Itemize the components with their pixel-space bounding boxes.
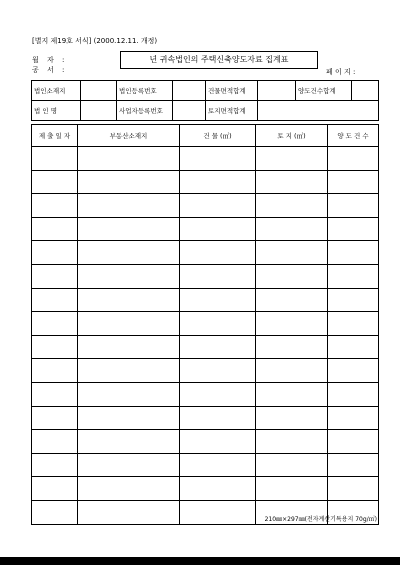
grid-cell[interactable] [256, 382, 328, 406]
grid-cell[interactable] [328, 217, 379, 241]
info-value[interactable] [81, 81, 117, 101]
info-label: 법 인 명 [32, 101, 81, 121]
grid-cell[interactable] [32, 359, 78, 383]
info-value[interactable] [81, 101, 117, 121]
grid-cell[interactable] [256, 406, 328, 430]
detail-grid-table [31, 124, 379, 525]
grid-cell[interactable] [32, 241, 78, 265]
grid-cell[interactable] [180, 406, 256, 430]
grid-cell[interactable] [32, 264, 78, 288]
meta-colon: : [61, 66, 68, 74]
meta-line-1-text: 월 자 [32, 56, 57, 64]
grid-cell[interactable] [256, 147, 328, 171]
grid-cell[interactable] [180, 288, 256, 312]
table-row [32, 430, 379, 454]
grid-cell[interactable] [256, 335, 328, 359]
info-label: 양도건수합계 [296, 81, 352, 101]
info-row [32, 101, 379, 121]
grid-cell[interactable] [78, 264, 180, 288]
meta-colon: : [61, 56, 68, 64]
grid-cell[interactable] [180, 147, 256, 171]
grid-cell[interactable] [180, 453, 256, 477]
grid-cell[interactable] [328, 264, 379, 288]
grid-cell[interactable] [180, 264, 256, 288]
grid-cell[interactable] [180, 430, 256, 454]
info-value[interactable] [352, 81, 379, 101]
info-label: 건물면적합계 [206, 81, 258, 101]
grid-cell[interactable] [32, 382, 78, 406]
info-label: 법인등록번호 [117, 81, 173, 101]
grid-cell[interactable] [78, 500, 180, 524]
grid-cell[interactable] [78, 241, 180, 265]
table-row [32, 288, 379, 312]
header-building-area: 건 물 (㎡) [180, 125, 256, 147]
header-transfer-count: 양 도 건 수 [328, 125, 379, 147]
grid-cell[interactable] [180, 217, 256, 241]
table-row [32, 264, 379, 288]
grid-header-row [32, 125, 379, 147]
grid-cell[interactable] [328, 430, 379, 454]
header-property-location: 부동산소재지 [78, 125, 180, 147]
table-row [32, 217, 379, 241]
grid-cell[interactable] [256, 430, 328, 454]
table-row [32, 477, 379, 501]
grid-cell[interactable] [328, 194, 379, 218]
grid-cell[interactable] [32, 170, 78, 194]
grid-cell[interactable] [256, 170, 328, 194]
info-value[interactable] [258, 81, 296, 101]
meta-line-2-text: 공 서 [32, 66, 57, 74]
grid-cell[interactable] [78, 170, 180, 194]
page-number-label: 페 이 지 : [326, 68, 356, 76]
header-land-area: 토 지 (㎡) [256, 125, 328, 147]
grid-cell[interactable] [78, 288, 180, 312]
grid-cell[interactable] [256, 312, 328, 336]
grid-cell[interactable] [180, 382, 256, 406]
grid-cell[interactable] [78, 194, 180, 218]
grid-cell[interactable] [32, 335, 78, 359]
grid-cell[interactable] [256, 359, 328, 383]
table-row [32, 170, 379, 194]
table-row [32, 382, 379, 406]
info-label: 법인소재지 [32, 81, 81, 101]
info-label: 토지면적합계 [206, 101, 258, 121]
info-value[interactable] [258, 101, 379, 121]
grid-cell[interactable] [180, 194, 256, 218]
grid-cell[interactable] [328, 477, 379, 501]
grid-cell[interactable] [78, 382, 180, 406]
grid-cell[interactable] [180, 241, 256, 265]
table-row [32, 453, 379, 477]
header-submit-date: 제 출 일 자 [32, 125, 78, 147]
grid-cell[interactable] [256, 217, 328, 241]
grid-cell[interactable] [328, 312, 379, 336]
grid-cell[interactable] [256, 453, 328, 477]
grid-cell[interactable] [180, 359, 256, 383]
summary-info-table [31, 80, 379, 121]
table-row [32, 335, 379, 359]
form-title: 년 귀속법인의 주택신축양도자료 집계표 [120, 51, 318, 69]
grid-cell[interactable] [256, 288, 328, 312]
grid-cell[interactable] [328, 288, 379, 312]
grid-cell[interactable] [78, 335, 180, 359]
info-label: 사업자등록번호 [117, 101, 173, 121]
table-row [32, 194, 379, 218]
grid-cell[interactable] [328, 241, 379, 265]
grid-cell[interactable] [32, 312, 78, 336]
grid-cell[interactable] [180, 312, 256, 336]
table-row [32, 406, 379, 430]
meta-line-1 [32, 55, 67, 65]
info-value[interactable] [173, 101, 206, 121]
grid-cell[interactable] [180, 335, 256, 359]
info-row [32, 81, 379, 101]
table-row [32, 359, 379, 383]
grid-cell[interactable] [32, 453, 78, 477]
grid-cell[interactable] [78, 430, 180, 454]
info-value[interactable] [173, 81, 206, 101]
grid-cell[interactable] [256, 241, 328, 265]
meta-line-2 [32, 65, 67, 75]
grid-cell[interactable] [328, 359, 379, 383]
table-row [32, 312, 379, 336]
grid-cell[interactable] [32, 500, 78, 524]
grid-cell[interactable] [32, 217, 78, 241]
grid-cell[interactable] [32, 430, 78, 454]
bottom-border-bar [0, 557, 400, 565]
grid-cell[interactable] [328, 335, 379, 359]
grid-cell[interactable] [256, 477, 328, 501]
paper-spec-footer: 210㎜×297㎜(전자계산기특용지 70g/㎡) [264, 516, 377, 523]
form-label: [별지 제19호 서식] (2000.12.11. 개정) [32, 37, 158, 45]
grid-cell[interactable] [78, 312, 180, 336]
grid-cell[interactable] [78, 477, 180, 501]
grid-cell[interactable] [32, 194, 78, 218]
grid-body [32, 147, 379, 525]
grid-cell[interactable] [78, 217, 180, 241]
grid-cell[interactable] [78, 147, 180, 171]
grid-cell[interactable] [256, 264, 328, 288]
grid-cell[interactable] [32, 406, 78, 430]
grid-cell[interactable] [32, 477, 78, 501]
table-row [32, 241, 379, 265]
grid-cell[interactable] [328, 406, 379, 430]
grid-cell[interactable] [180, 500, 256, 524]
grid-cell[interactable] [328, 382, 379, 406]
grid-cell[interactable] [78, 359, 180, 383]
grid-cell[interactable] [180, 170, 256, 194]
table-row [32, 147, 379, 171]
grid-cell[interactable] [328, 147, 379, 171]
grid-cell[interactable] [180, 477, 256, 501]
grid-cell[interactable] [256, 194, 328, 218]
grid-cell[interactable] [78, 406, 180, 430]
grid-cell[interactable] [328, 453, 379, 477]
grid-cell[interactable] [78, 453, 180, 477]
grid-cell[interactable] [32, 147, 78, 171]
grid-cell[interactable] [32, 288, 78, 312]
grid-cell[interactable] [328, 170, 379, 194]
